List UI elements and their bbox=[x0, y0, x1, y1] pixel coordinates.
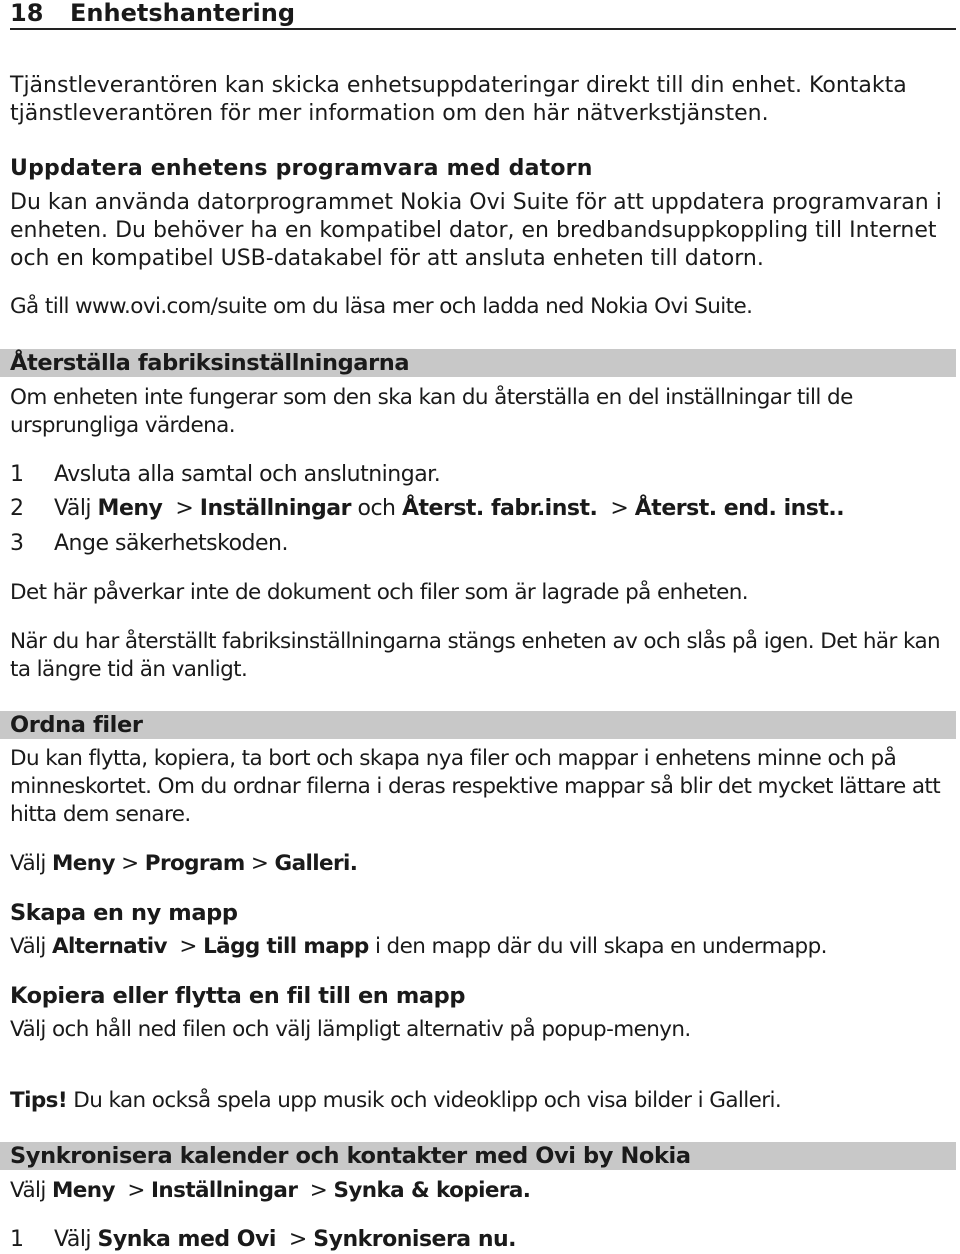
reset-section-heading: Återställa fabriksinställningarna bbox=[0, 349, 956, 377]
path-separator: > bbox=[162, 496, 200, 521]
copy-move-heading: Kopiera eller flytta en fil till en mapp bbox=[10, 983, 466, 1009]
reset-step-3 bbox=[10, 530, 950, 558]
running-header bbox=[10, 0, 956, 30]
path-pre: Välj bbox=[10, 851, 52, 876]
update-para-part1: Du kan använda datorprogrammet Nokia Ovi Suite för att uppdatera programvaran i enheten. bbox=[10, 190, 942, 243]
step-number: 2 bbox=[10, 496, 24, 521]
chapter-title: Enhetshantering bbox=[70, 0, 296, 27]
path-separator: > bbox=[244, 851, 275, 876]
sync-copy-term: Synka & kopiera. bbox=[333, 1178, 531, 1203]
menu-term: Meny bbox=[52, 1178, 115, 1203]
step-text-pre: Välj bbox=[54, 496, 98, 521]
menu-term: Meny bbox=[97, 496, 163, 521]
sync-path bbox=[10, 1177, 956, 1205]
step-text: Avsluta alla samtal och anslutningar. bbox=[54, 462, 441, 487]
path-separator: > bbox=[297, 1178, 334, 1203]
reset-step-1 bbox=[10, 461, 950, 489]
program-term: Program bbox=[144, 851, 245, 876]
settings-term: Inställningar bbox=[151, 1178, 298, 1203]
path-pre: Välj bbox=[10, 934, 52, 959]
tip-label: Tips! bbox=[10, 1088, 68, 1113]
page-number: 18 bbox=[10, 0, 44, 27]
step-number: 1 bbox=[10, 1227, 24, 1252]
path-separator: > bbox=[114, 851, 145, 876]
step-number: 1 bbox=[10, 462, 24, 487]
new-folder-text: i den mapp där du vill skapa en undermapp. bbox=[368, 934, 827, 959]
path-separator: > bbox=[597, 496, 635, 521]
ovi-link-paragraph: Gå till www.ovi.com/suite om du läsa mer och ladda ned Nokia Ovi Suite. bbox=[10, 294, 753, 319]
menu-term: Meny bbox=[52, 851, 115, 876]
step-text-pre: Välj bbox=[54, 1227, 98, 1252]
new-folder-heading: Skapa en ny mapp bbox=[10, 900, 238, 926]
settings-term: Inställningar bbox=[199, 496, 351, 521]
add-folder-term: Lägg till mapp bbox=[203, 934, 369, 959]
tip-text: Du kan också spela upp musik och videoklipp och visa bilder i Galleri. bbox=[67, 1088, 782, 1113]
copy-move-paragraph: Välj och håll ned filen och välj lämpligt alternativ på popup-menyn. bbox=[10, 1017, 691, 1042]
reset-factory-term: Återst. fabr.inst. bbox=[402, 496, 598, 521]
step-text-and: och bbox=[351, 496, 402, 521]
update-para-part2: Du behöver ha en kompatibel dator, en bredbandsuppkoppling till Internet och en kompatibel USB-datakabel för att ansluta enheten till datorn. bbox=[10, 218, 937, 271]
path-separator: > bbox=[275, 1227, 314, 1252]
organize-path bbox=[10, 850, 956, 878]
path-pre: Välj bbox=[10, 1178, 52, 1203]
update-heading: Uppdatera enhetens programvara med datorn bbox=[10, 156, 593, 181]
step-number: 3 bbox=[10, 531, 24, 556]
reset-note-1: Det här påverkar inte de dokument och filer som är lagrade på enheten. bbox=[10, 580, 748, 605]
new-folder-paragraph bbox=[10, 933, 956, 961]
path-separator: > bbox=[114, 1178, 152, 1203]
path-separator: > bbox=[166, 934, 204, 959]
reset-note-2: När du har återställt fabriksinställningarna stängs enheten av och slås på igen. Det här kan ta längre tid än vanligt. bbox=[10, 629, 941, 682]
sync-now-term: Synkronisera nu. bbox=[313, 1227, 516, 1252]
tip-paragraph bbox=[10, 1087, 956, 1115]
reset-step-2 bbox=[10, 495, 950, 523]
reset-settings-term: Återst. end. inst.. bbox=[634, 496, 845, 521]
sync-section-heading: Synkronisera kalender och kontakter med Ovi by Nokia bbox=[0, 1142, 956, 1170]
reset-paragraph: Om enheten inte fungerar som den ska kan du återställa en del inställningar till de ursprungliga värdena. bbox=[10, 385, 853, 438]
organize-paragraph: Du kan flytta, kopiera, ta bort och skapa nya filer och mappar i enhetens minne och på minneskortet. Om du ordnar filerna i deras respektive mappar så blir det mycket lättare att hitta dem senare. bbox=[10, 746, 941, 827]
sync-ovi-term: Synka med Ovi bbox=[97, 1227, 276, 1252]
gallery-term: Galleri. bbox=[274, 851, 358, 876]
step-text: Ange säkerhetskoden. bbox=[54, 531, 288, 556]
organize-section-heading: Ordna filer bbox=[0, 711, 956, 739]
update-paragraph bbox=[10, 189, 956, 273]
intro-paragraph: Tjänstleverantören kan skicka enhetsuppdateringar direkt till din enhet. Kontakta tjänstleverantören för mer information om den här nätverkstjänsten. bbox=[10, 73, 907, 126]
sync-step-1 bbox=[10, 1226, 950, 1254]
options-term: Alternativ bbox=[52, 934, 167, 959]
